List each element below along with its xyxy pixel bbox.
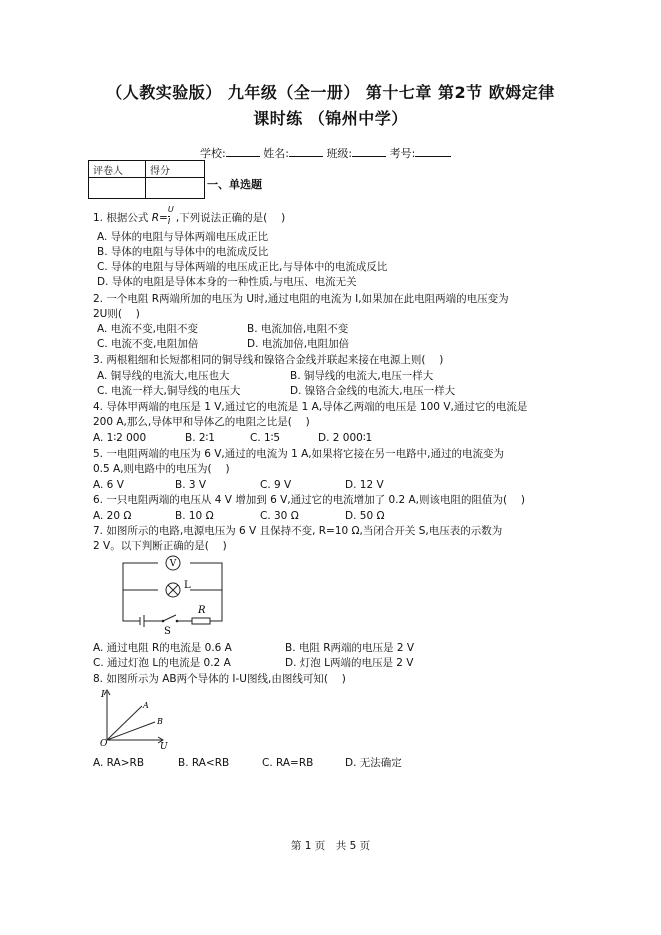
exam-no-label: 考号: xyxy=(389,147,416,160)
q6-option-c: C. 30 Ω xyxy=(260,510,299,522)
y-axis-label: I xyxy=(101,690,105,700)
switch-label: S xyxy=(164,626,171,636)
question-5-line-1: 5. 一电阻两端的电压为 6 V,通过的电流为 1 A,如果将它接在另一电路中,通过的电流变为 xyxy=(93,448,504,460)
title-line-2: 课时练 （锦州中学） xyxy=(253,109,408,128)
q2-option-d: D. 电流加倍,电阻加倍 xyxy=(247,338,350,350)
score-header: 得分 xyxy=(146,161,205,178)
question-2-line-1: 2. 一个电阻 R两端所加的电压为 U时,通过电阻的电流为 I,如果加在此电阻两端的电压变为 xyxy=(93,293,509,305)
exam-no-blank[interactable] xyxy=(415,145,451,157)
voltmeter-label: V xyxy=(169,559,177,569)
line-b-label: B xyxy=(157,717,163,726)
q1-option-c: C. 导体的电阻与导体两端的电压成正比,与导体中的电流成反比 xyxy=(97,261,388,273)
q7-option-c: C. 通过灯泡 L的电流是 0.2 A xyxy=(93,657,231,669)
q6-option-b: B. 10 Ω xyxy=(175,510,214,522)
question-4-line-2: 200 A,那么,导体甲和导体乙的电阻之比是( ) xyxy=(93,416,310,428)
line-b xyxy=(107,722,155,740)
q4-option-c: C. 1∶5 xyxy=(250,432,281,444)
q4-option-a: A. 1∶2 000 xyxy=(93,432,147,444)
q7-option-d: D. 灯泡 L两端的电压是 2 V xyxy=(285,657,414,669)
q5-option-a: A. 6 V xyxy=(93,479,124,491)
school-label: 学校: xyxy=(200,147,226,160)
lamp-label: L xyxy=(184,580,191,591)
q2-option-b: B. 电流加倍,电阻不变 xyxy=(247,323,349,335)
question-8-line-1: 8. 如图所示为 AB两个导体的 I-U图线,由图线可知( ) xyxy=(93,673,346,685)
reviewer-cell[interactable] xyxy=(89,178,146,199)
q1-option-a: A. 导体的电阻与导体两端电压成正比 xyxy=(97,231,269,243)
question-7-line-1: 7. 如图所示的电路,电源电压为 6 V 且保持不变, R=10 Ω,当闭合开关 S,电压表的示数为 xyxy=(93,525,503,537)
line-a-label: A xyxy=(143,701,149,710)
title-line-1: （人教实验版） 九年级（全一册） 第十七章 第2节 欧姆定律 xyxy=(106,83,555,102)
x-axis-label: U xyxy=(160,742,168,750)
q3-option-a: A. 铜导线的电流大,电压也大 xyxy=(97,370,230,382)
question-7-line-2: 2 V。以下判断正确的是( ) xyxy=(93,540,227,552)
q3-option-c: C. 电流一样大,铜导线的电压大 xyxy=(97,385,241,397)
q8-option-a: A. RA>RB xyxy=(93,757,145,769)
origin-label: O xyxy=(100,739,108,749)
question-6-line-1: 6. 一只电阻两端的电压从 4 V 增加到 6 V,通过它的电流增加了 0.2 A,则该电阻的阻值为( ) xyxy=(93,494,526,506)
q5-option-c: C. 9 V xyxy=(260,479,292,491)
iu-graph xyxy=(100,686,175,750)
reviewer-header: 评卷人 xyxy=(89,161,146,178)
q8-option-c: C. RA=RB xyxy=(262,757,314,769)
question-2-line-2: 2U则( ) xyxy=(93,308,140,320)
q3-option-d: D. 镍铬合金线的电流大,电压一样大 xyxy=(290,385,456,397)
q1-option-d: D. 导体的电阻是导体本身的一种性质,与电压、电流无关 xyxy=(97,276,357,288)
class-blank[interactable] xyxy=(352,145,386,157)
q1-option-b: B. 导体的电阻与导体中的电流成反比 xyxy=(97,246,269,258)
resistor-label: R xyxy=(198,605,206,616)
resistor-icon xyxy=(192,618,210,624)
score-cell[interactable] xyxy=(146,178,205,199)
question-1-stem: 1. 根据公式 R= $\frac{U}{_I}$,下列说法正确的是( ) xyxy=(93,205,286,226)
q2-option-c: C. 电流不变,电阻加倍 xyxy=(97,338,199,350)
question-4-line-1: 4. 导体甲两端的电压是 1 V,通过它的电流是 1 A,导体乙两端的电压是 100 V,通过它的电流是 xyxy=(93,401,528,413)
question-5-line-2: 0.5 A,则电路中的电压为( ) xyxy=(93,463,230,475)
q4-option-d: D. 2 000∶1 xyxy=(318,432,373,444)
q8-option-d: D. 无法确定 xyxy=(345,757,402,769)
school-blank[interactable] xyxy=(226,145,260,157)
q6-option-a: A. 20 Ω xyxy=(93,510,132,522)
class-label: 班级: xyxy=(326,147,353,160)
q5-option-b: B. 3 V xyxy=(175,479,207,491)
student-info-row xyxy=(200,145,451,161)
q5-option-d: D. 12 V xyxy=(345,479,384,491)
score-table xyxy=(88,160,205,199)
q6-option-d: D. 50 Ω xyxy=(345,510,385,522)
q2-option-a: A. 电流不变,电阻不变 xyxy=(97,323,199,335)
circuit-diagram xyxy=(118,554,228,636)
q7-option-b: B. 电阻 R两端的电压是 2 V xyxy=(285,642,415,654)
q8-option-b: B. RA<RB xyxy=(178,757,230,769)
q4-option-b: B. 2∶1 xyxy=(185,432,215,444)
question-3-line-1: 3. 两根粗细和长短都相同的铜导线和镍铬合金线并联起来接在电源上则( ) xyxy=(93,354,444,366)
q3-option-b: B. 铜导线的电流大,电压一样大 xyxy=(290,370,434,382)
line-a xyxy=(107,706,142,740)
name-label: 姓名: xyxy=(263,147,289,160)
section-heading: 一、单选题 xyxy=(207,178,262,191)
q7-option-a: A. 通过电阻 R的电流是 0.6 A xyxy=(93,642,232,654)
page-footer: 第 1 页 共 5 页 xyxy=(290,840,371,852)
name-blank[interactable] xyxy=(289,145,323,157)
